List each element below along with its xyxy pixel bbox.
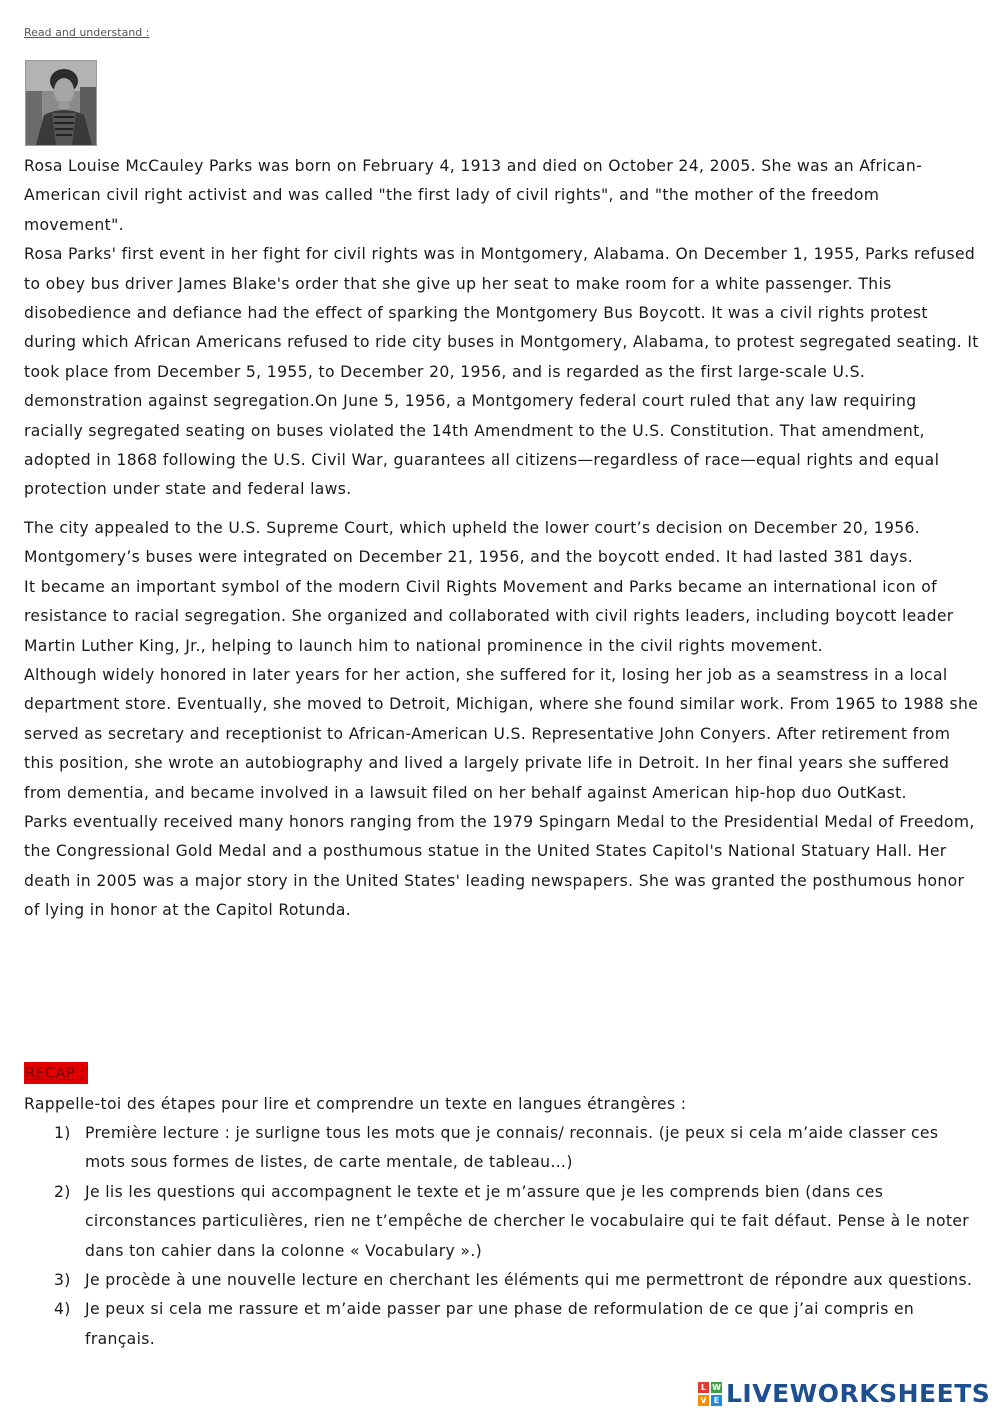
- article-paragraph: Rosa Parks' first event in her fight for civil rights was in Montgomery, Alabama. On December 1, 1955, Parks refused to obey bus driver James Blake's order that she give up her seat to make room for a white passenger. This disobedience and defiance had the effect of sparking the Montgomery Bus Boycott. It was a civil rights protest during which African Americans refused to ride city buses in Montgomery, Alabama, to protest segregated seating. It took place from December 5, 1955, to December 20, 1956, and is regarded as the first large-scale U.S. demonstration against segregation.On June 5, 1956, a Montgomery federal court ruled that any law requiring racially segregated seating on buses violated the 14th Amendment to the U.S. Constitution. That amendment, adopted in 1868 following the U.S. Civil War, guarantees all citizens—regardless of race—equal rights and equal protection under state and federal laws.: [24, 245, 979, 499]
- step-text: Je procède à une nouvelle lecture en cherchant les éléments qui me permettront de répondre aux questions.: [85, 1271, 973, 1290]
- step-number: 2): [54, 1182, 71, 1201]
- recap-intro: Rappelle-toi des étapes pour lire et comprendre un texte en langues étrangères :: [24, 1095, 687, 1113]
- step-number: 3): [54, 1271, 71, 1290]
- logo-grid-icon: [698, 1382, 722, 1406]
- header-label: Read and understand :: [24, 26, 150, 39]
- step-text: Je peux si cela me rassure et m’aide passer par une phase de reformulation de ce que j’ai compris en français.: [85, 1300, 915, 1348]
- logo-letter: E: [711, 1395, 722, 1406]
- logo-text: LIVEWORKSHEETS: [726, 1379, 991, 1408]
- article-paragraph: It became an important symbol of the modern Civil Rights Movement and Parks became an international icon of resistance to racial segregation. She organized and collaborated with civil rights leaders, including boycott leader Martin Luther King, Jr., helping to launch him to national prominence in the civil rights movement.: [24, 577, 954, 655]
- recap-label: RECAP :: [24, 1062, 88, 1084]
- logo-letter: W: [712, 1383, 721, 1392]
- article-text: [24, 152, 979, 926]
- list-item: [24, 1119, 979, 1178]
- list-item: [24, 1266, 979, 1295]
- article-paragraph: Although widely honored in later years for her action, she suffered for it, losing her job as a seamstress in a local department store. Eventually, she moved to Detroit, Michigan, where she found similar work. From 1965 to 1988 she served as secretary and receptionist to African-American U.S. Representative John Conyers. After retirement from this position, she wrote an autobiography and lived a largely private life in Detroit. In her final years she suffered from dementia, and became involved in a lawsuit filed on her behalf against American hip-hop duo OutKast.: [24, 665, 979, 802]
- steps-list: [24, 1119, 979, 1354]
- portrait-photo: [25, 60, 97, 146]
- article-paragraph: Rosa Louise McCauley Parks was born on February 4, 1913 and died on October 24, 2005. She was an African-American civil right activist and was called "the first lady of civil rights", and "the mother of the freedom movement".: [24, 157, 923, 234]
- logo-letter: L: [698, 1382, 709, 1393]
- step-number: 1): [54, 1124, 71, 1142]
- list-item: [24, 1178, 979, 1266]
- logo-letter: V: [698, 1395, 709, 1406]
- step-text: Je lis les questions qui accompagnent le texte et je m’assure que je les comprends bien (dans ces circonstances particulières, rien ne t’empêche de chercher le vocabulaire qui te fait défaut. Pense à le noter dans ton cahier dans la colonne « Vocabulary ».): [85, 1182, 970, 1260]
- article-paragraph: The city appealed to the U.S. Supreme Court, which upheld the lower court’s decision on December 20, 1956. Montgomery’s buses were integrated on December 21, 1956, and the boycott ended. It had lasted 381 days.: [24, 518, 921, 567]
- liveworksheets-logo: [698, 1380, 990, 1408]
- step-text: Première lecture : je surligne tous les mots que je connais/ reconnais. (je peux si cela m’aide classer ces mots sous formes de listes, de carte mentale, de tableau…): [85, 1124, 939, 1172]
- step-number: 4): [54, 1300, 71, 1319]
- list-item: [24, 1295, 979, 1354]
- article-paragraph: Parks eventually received many honors ranging from the 1979 Spingarn Medal to the Presidential Medal of Freedom, the Congressional Gold Medal and a posthumous statue in the United States Capitol's National Statuary Hall. Her death in 2005 was a major story in the United States' leading newspapers. She was granted the posthumous honor of lying in honor at the Capitol Rotunda.: [24, 812, 975, 920]
